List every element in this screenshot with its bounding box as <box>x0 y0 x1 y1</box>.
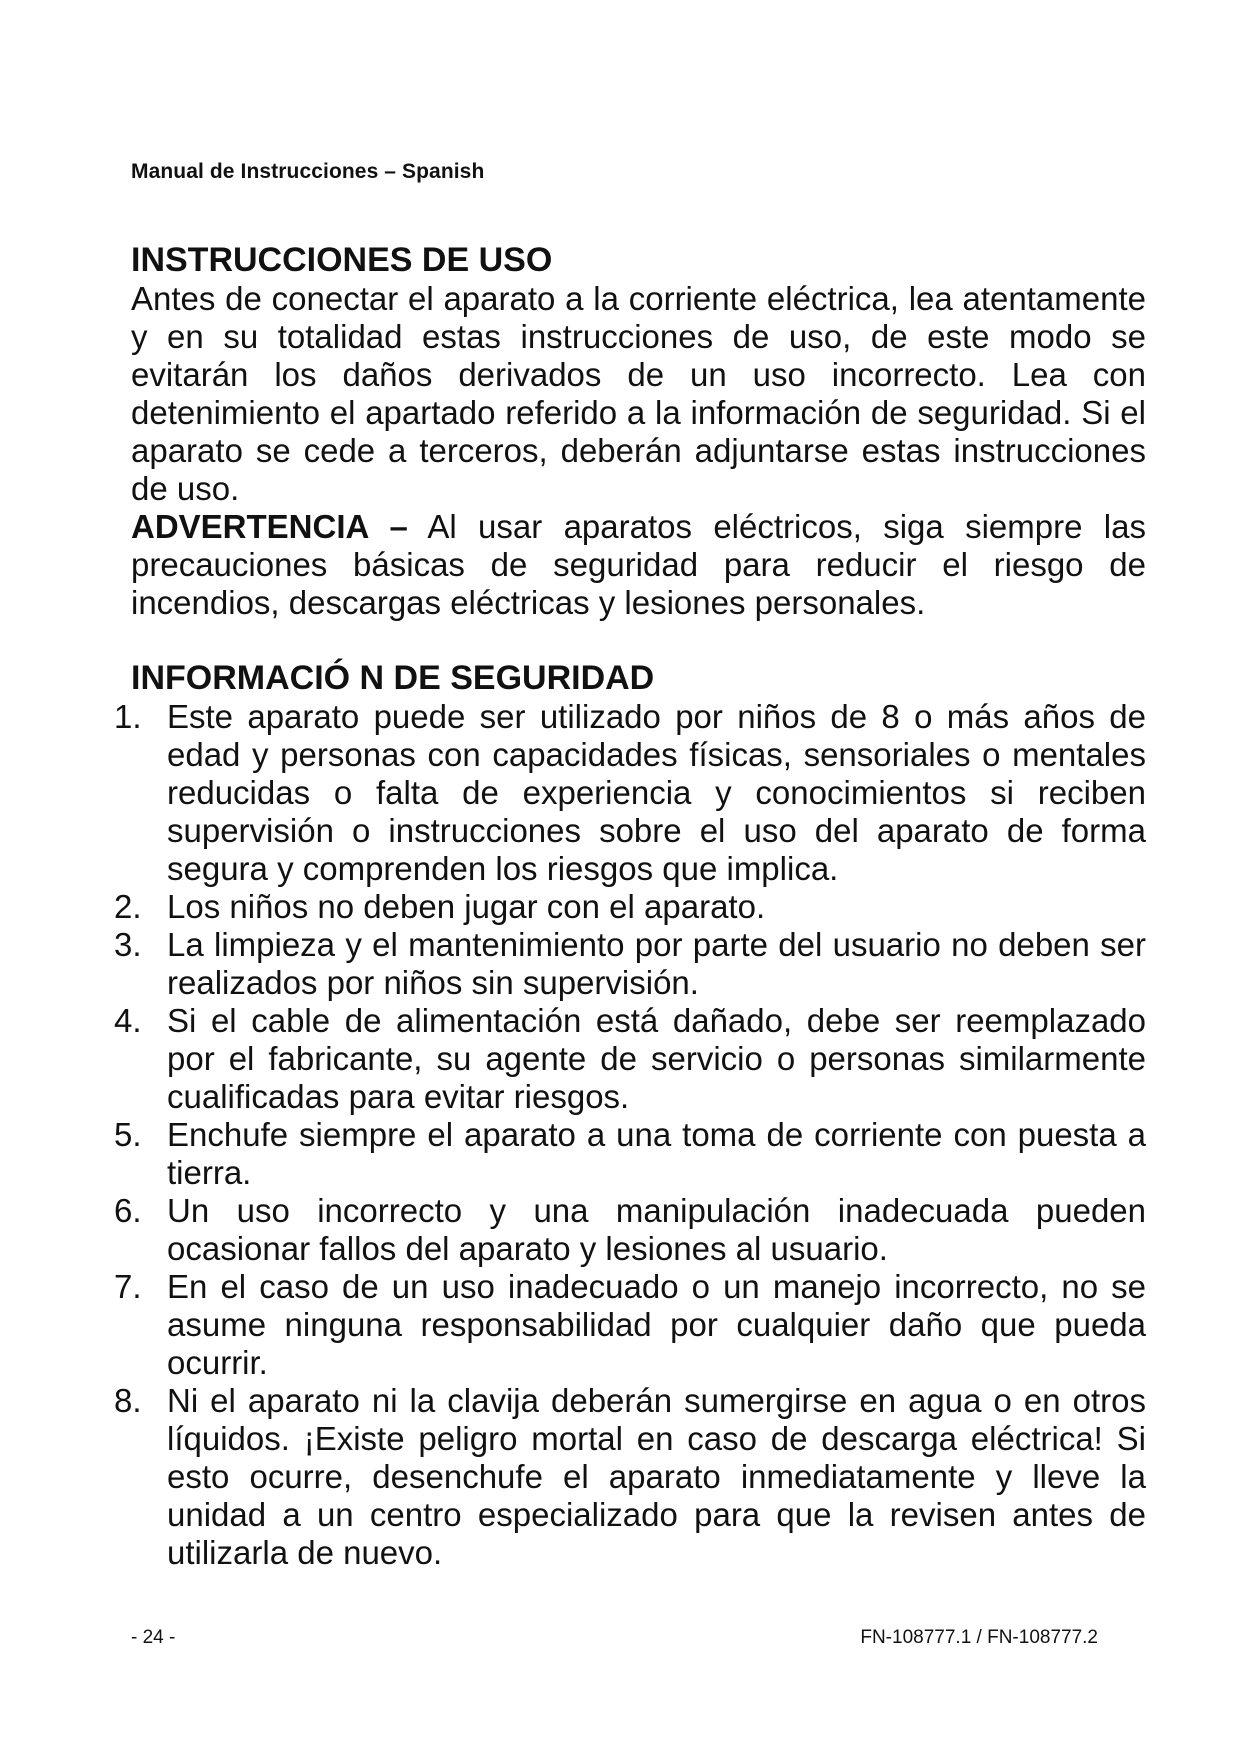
list-item-text: Este aparato puede ser utilizado por niños de 8 o más años de edad y personas con capacidades físicas, sensoriales o mentales reducidas o falta de experiencia y conocimientos si reciben supervisión o instrucciones sobre el uso del aparato de forma segura y comprenden los riesgos que implica. <box>167 698 1146 887</box>
list-item-number: 5. <box>114 1116 142 1153</box>
list-item-text: La limpieza y el mantenimiento por parte del usuario no deben ser realizados por niños sin supervisión. <box>167 926 1146 1001</box>
list-item-number: 6. <box>114 1192 142 1229</box>
safety-list-item <box>114 1192 1146 1268</box>
list-item-text: Si el cable de alimentación está dañado, debe ser reemplazado por el fabricante, su agente de servicio o personas similarmente cualificadas para evitar riesgos. <box>167 1002 1146 1115</box>
running-header: Manual de Instrucciones – Spanish <box>131 160 485 183</box>
usage-instructions-heading: INSTRUCCIONES DE USO <box>131 241 553 279</box>
safety-information-section <box>114 658 1146 1572</box>
model-numbers: FN-108777.1 / FN-108777.2 <box>860 1627 1098 1648</box>
safety-information-heading: INFORMACIÓ N DE SEGURIDAD <box>131 659 655 697</box>
list-item-text: Enchufe siempre el aparato a una toma de corriente con puesta a tierra. <box>167 1116 1146 1191</box>
list-item-text: Ni el aparato ni la clavija deberán sumergirse en agua o en otros líquidos. ¡Existe peligro mortal en caso de descarga eléctrica! Si esto ocurre, desenchufe el aparato inmediatamente y lleve la unidad a un centro especializado para que la revisen antes de utilizarla de nuevo. <box>167 1382 1146 1571</box>
safety-list-item <box>114 1002 1146 1116</box>
safety-list <box>114 698 1146 1572</box>
warning-text: Al usar aparatos eléctricos, siga siempre las precauciones básicas de seguridad para reducir el riesgo de incendios, descargas eléctricas y lesiones personales. <box>131 508 1146 621</box>
list-item-number: 1. <box>114 698 142 735</box>
section-spacer <box>131 622 1146 658</box>
safety-list-item <box>114 888 1146 926</box>
list-item-number: 3. <box>114 926 142 963</box>
list-item-number: 8. <box>114 1382 142 1419</box>
safety-list-item <box>114 1268 1146 1382</box>
list-item-text: Un uso incorrecto y una manipulación inadecuada pueden ocasionar fallos del aparato y lesiones al usuario. <box>167 1192 1146 1267</box>
safety-list-item <box>114 698 1146 888</box>
page-content <box>114 240 1146 1572</box>
warning-label: ADVERTENCIA – <box>131 508 408 545</box>
safety-list-item <box>114 1116 1146 1192</box>
list-item-text: En el caso de un uso inadecuado o un manejo incorrecto, no se asume ninguna responsabilidad por cualquier daño que pueda ocurrir. <box>167 1268 1146 1381</box>
warning-paragraph <box>131 508 1146 622</box>
list-item-number: 4. <box>114 1002 142 1039</box>
usage-instructions-section <box>131 240 1146 622</box>
list-item-number: 7. <box>114 1268 142 1305</box>
list-item-number: 2. <box>114 888 142 925</box>
safety-list-item <box>114 926 1146 1002</box>
usage-intro-paragraph: Antes de conectar el aparato a la corriente eléctrica, lea atentamente y en su totalidad estas instrucciones de uso, de este modo se evitarán los daños derivados de un uso incorrecto. Lea con detenimiento el apartado referido a la información de seguridad. Si el aparato se cede a terceros, deberán adjuntarse estas instrucciones de uso. <box>131 280 1146 507</box>
page-number: - 24 - <box>131 1627 176 1648</box>
list-item-text: Los niños no deben jugar con el aparato. <box>167 888 766 925</box>
safety-list-item <box>114 1382 1146 1572</box>
